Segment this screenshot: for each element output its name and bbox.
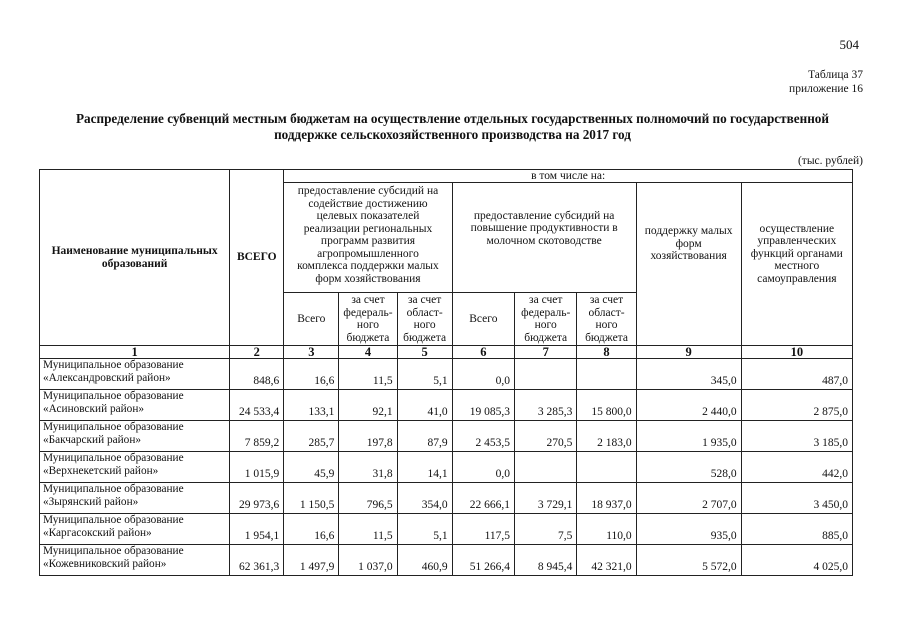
column-number: 5 (397, 346, 452, 359)
cell-mgmt: 2 875,0 (741, 390, 852, 421)
cell-g2-total: 22 666,1 (452, 483, 514, 514)
municipality-name: Муниципальное образование «Бакчарский район» (40, 421, 230, 452)
cell-g2-total: 19 085,3 (452, 390, 514, 421)
header-g1-fed: за счет федераль-ного бюджета (339, 293, 397, 346)
cell-g1-total: 16,6 (284, 359, 339, 390)
header-name: Наименование муниципальных образований (40, 170, 230, 346)
cell-total: 1 015,9 (230, 452, 284, 483)
municipality-name: Муниципальное образование «Александровский район» (40, 359, 230, 390)
cell-mgmt: 4 025,0 (741, 545, 852, 576)
column-number: 4 (339, 346, 397, 359)
cell-g2-total: 117,5 (452, 514, 514, 545)
column-number: 2 (230, 346, 284, 359)
column-number: 7 (515, 346, 577, 359)
cell-g2-fed: 3 285,3 (515, 390, 577, 421)
table-reference (789, 68, 863, 96)
column-numbers-row (40, 346, 853, 359)
cell-g1-total: 133,1 (284, 390, 339, 421)
table-row (40, 545, 853, 576)
cell-g1-fed: 31,8 (339, 452, 397, 483)
cell-g1-reg: 354,0 (397, 483, 452, 514)
subvention-table (39, 169, 853, 576)
cell-g2-fed: 7,5 (515, 514, 577, 545)
cell-g1-reg: 5,1 (397, 359, 452, 390)
column-number: 10 (741, 346, 852, 359)
cell-mgmt: 3 185,0 (741, 421, 852, 452)
table-row (40, 390, 853, 421)
cell-small-forms: 2 707,0 (636, 483, 741, 514)
cell-g2-reg: 2 183,0 (577, 421, 636, 452)
cell-g2-reg: 15 800,0 (577, 390, 636, 421)
cell-g2-fed: 3 729,1 (515, 483, 577, 514)
municipality-name: Муниципальное образование «Зырянский район» (40, 483, 230, 514)
cell-g1-fed: 796,5 (339, 483, 397, 514)
table-row (40, 452, 853, 483)
cell-g2-fed: 270,5 (515, 421, 577, 452)
cell-g2-total: 0,0 (452, 359, 514, 390)
cell-g1-fed: 197,8 (339, 421, 397, 452)
cell-g1-reg: 41,0 (397, 390, 452, 421)
cell-g1-reg: 5,1 (397, 514, 452, 545)
cell-g2-fed: 8 945,4 (515, 545, 577, 576)
cell-small-forms: 5 572,0 (636, 545, 741, 576)
cell-g1-reg: 460,9 (397, 545, 452, 576)
header-including: в том числе на: (284, 170, 853, 183)
cell-g2-reg: 18 937,0 (577, 483, 636, 514)
cell-total: 29 973,6 (230, 483, 284, 514)
cell-g1-reg: 14,1 (397, 452, 452, 483)
header-col9: поддержку малых форм хозяйствования (636, 183, 741, 346)
municipality-name: Муниципальное образование «Асиновский район» (40, 390, 230, 421)
table-row (40, 421, 853, 452)
cell-small-forms: 528,0 (636, 452, 741, 483)
header-col10: осуществление управленческих функций органами местного самоуправления (741, 183, 852, 346)
table-row (40, 359, 853, 390)
title-line-2: поддержке сельскохозяйственного производства на 2017 год (274, 127, 631, 142)
cell-g1-reg: 87,9 (397, 421, 452, 452)
table-row (40, 514, 853, 545)
cell-g1-total: 1 150,5 (284, 483, 339, 514)
appendix-number: приложение 16 (789, 83, 863, 95)
cell-small-forms: 345,0 (636, 359, 741, 390)
header-g2-fed: за счет федераль-ного бюджета (515, 293, 577, 346)
cell-total: 62 361,3 (230, 545, 284, 576)
cell-small-forms: 1 935,0 (636, 421, 741, 452)
cell-mgmt: 442,0 (741, 452, 852, 483)
table-row (40, 483, 853, 514)
cell-g2-fed (515, 452, 577, 483)
page-number: 504 (839, 37, 859, 52)
header-g2-total: Всего (452, 293, 514, 346)
header-g2-reg: за счет област-ного бюджета (577, 293, 636, 346)
header-g1-reg: за счет област-ного бюджета (397, 293, 452, 346)
cell-g1-total: 285,7 (284, 421, 339, 452)
cell-g2-reg (577, 452, 636, 483)
cell-g1-fed: 11,5 (339, 359, 397, 390)
cell-g1-fed: 11,5 (339, 514, 397, 545)
column-number: 8 (577, 346, 636, 359)
cell-total: 7 859,2 (230, 421, 284, 452)
cell-g2-total: 0,0 (452, 452, 514, 483)
cell-mgmt: 885,0 (741, 514, 852, 545)
cell-g2-total: 2 453,5 (452, 421, 514, 452)
cell-g1-fed: 92,1 (339, 390, 397, 421)
column-number: 9 (636, 346, 741, 359)
units-note: (тыс. рублей) (797, 155, 863, 167)
header-group1: предоставление субсидий на содействие достижению целевых показателей реализации региональных программ развития агропромышленного комплекса поддержки малых форм хозяйствования (284, 183, 452, 293)
cell-small-forms: 935,0 (636, 514, 741, 545)
cell-total: 1 954,1 (230, 514, 284, 545)
header-g1-total: Всего (284, 293, 339, 346)
municipality-name: Муниципальное образование «Каргасокский район» (40, 514, 230, 545)
municipality-name: Муниципальное образование «Верхнекетский район» (40, 452, 230, 483)
cell-g2-total: 51 266,4 (452, 545, 514, 576)
header-total: ВСЕГО (230, 170, 284, 346)
cell-g2-reg (577, 359, 636, 390)
cell-mgmt: 487,0 (741, 359, 852, 390)
cell-total: 848,6 (230, 359, 284, 390)
cell-g1-total: 1 497,9 (284, 545, 339, 576)
cell-g1-total: 45,9 (284, 452, 339, 483)
cell-g2-reg: 110,0 (577, 514, 636, 545)
document-title (40, 111, 865, 143)
cell-mgmt: 3 450,0 (741, 483, 852, 514)
header-group2: предоставление субсидий на повышение продуктивности в молочном скотоводстве (452, 183, 636, 293)
cell-total: 24 533,4 (230, 390, 284, 421)
cell-g1-total: 16,6 (284, 514, 339, 545)
header-row-1 (40, 170, 853, 183)
cell-g2-reg: 42 321,0 (577, 545, 636, 576)
cell-g1-fed: 1 037,0 (339, 545, 397, 576)
column-number: 3 (284, 346, 339, 359)
municipality-name: Муниципальное образование «Кожевниковский район» (40, 545, 230, 576)
cell-g2-fed (515, 359, 577, 390)
column-number: 6 (452, 346, 514, 359)
table-number: Таблица 37 (808, 69, 863, 81)
cell-small-forms: 2 440,0 (636, 390, 741, 421)
column-number: 1 (40, 346, 230, 359)
title-line-1: Распределение субвенций местным бюджетам на осуществление отдельных государственных полномочий по государственной (75, 111, 830, 126)
